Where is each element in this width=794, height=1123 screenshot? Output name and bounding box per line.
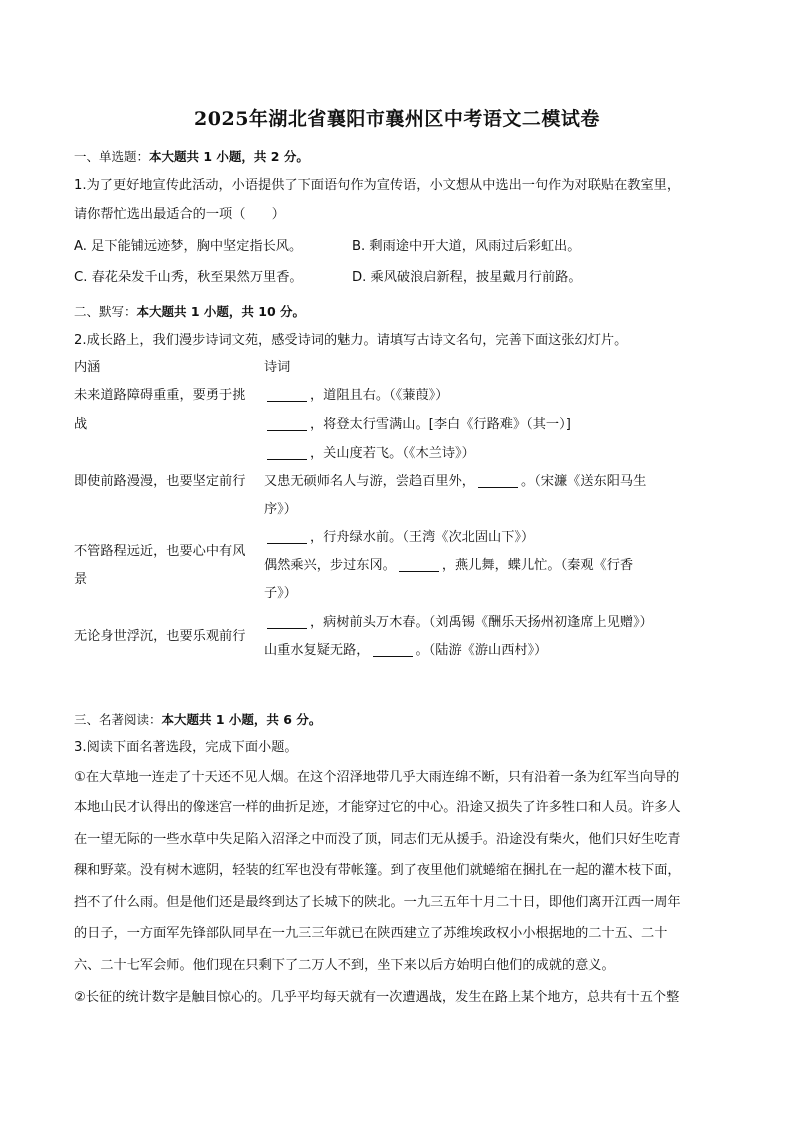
q1-choice-c[interactable]: C. 春花朵发千山秀，秋至果然万里香。	[74, 270, 303, 285]
q3-intro: 3.阅读下面名著选段，完成下面小题。	[74, 740, 298, 755]
section-desc: 本大题共 1 小题，共 2 分。	[149, 149, 309, 164]
passage-line: 挡不了什么雨。但是他们还是最终到达了长城下的陕北。一九三五年十月二十日，即他们离开江西一周年	[74, 895, 681, 910]
section-label: 二、默写：	[74, 304, 137, 319]
table-head-left: 内涵	[74, 360, 101, 375]
q2-intro: 2.成长路上，我们漫步诗词文苑，感受诗词的魅力。请填写古诗文名句，完善下面这张幻灯片。	[74, 333, 628, 348]
poem-text: ，将登太行雪满山。[李白《行路难》（其一）]	[310, 417, 571, 432]
q1-choice-a[interactable]: A. 足下能铺远迹梦，胸中坚定指长风。	[74, 239, 303, 254]
section-label: 三、名著阅读：	[74, 712, 162, 727]
fill-blank[interactable]	[399, 570, 439, 572]
poem-text: 山重水复疑无路，	[264, 643, 370, 658]
row3-meaning-b: 景	[74, 572, 88, 587]
section-desc: 本大题共 1 小题，共 10 分。	[136, 304, 306, 319]
passage-line: ②长征的统计数字是触目惊心的。几乎平均每天就有一次遭遇战，发生在路上某个地方，总共有十五个整	[74, 990, 680, 1005]
row3-line3: 子》）	[264, 586, 297, 601]
passage-line: 的日子，一方面军先锋部队同早在一九三三年就已在陕西建立了苏维埃政权小小根据地的二十五、二十	[74, 926, 668, 941]
section-label: 一、单选题：	[74, 149, 150, 164]
q1-stem-line2: 请你帮忙选出最适合的一项（ ）	[74, 207, 285, 222]
poem-text: ，燕儿舞，蝶儿忙。（秦观《行香	[441, 558, 634, 573]
poem-text: 。（宋濂《送东阳马生	[521, 474, 647, 489]
q1-choice-d[interactable]: D. 乘风破浪启新程，披星戴月行前路。	[352, 270, 582, 285]
section-header-3	[74, 710, 321, 728]
row3-meaning-a: 不管路程远近，也要心中有风	[74, 544, 246, 559]
fill-blank[interactable]	[267, 429, 307, 431]
passage-line: ①在大草地一连走了十天还不见人烟。在这个沼泽地带几乎大雨连绵不断，只有沿着一条为红军当向导的	[74, 770, 680, 785]
row4-line2	[264, 644, 547, 657]
table-head-right: 诗词	[264, 360, 291, 375]
row2-line3: 序》）	[264, 502, 297, 517]
poem-text: ，病树前头万木春。（刘禹锡《酬乐天扬州初逢席上见赠》）	[310, 615, 653, 630]
passage-line: 本地山民才认得出的像迷宫一样的曲折足迹，才能穿过它的中心。沿途又损失了许多牲口和人员。许多人	[74, 800, 681, 815]
fill-blank[interactable]	[478, 486, 518, 488]
fill-blank[interactable]	[267, 400, 307, 402]
row3-line1	[264, 531, 534, 544]
q1-stem-line1: 1.为了更好地宣传此活动，小语提供了下面语句作为宣传语，小文想从中选出一句作为对联贴在教室里，	[74, 178, 681, 193]
poem-text: ，道阻且右。（《蒹葭》）	[310, 388, 449, 403]
fill-blank[interactable]	[267, 542, 307, 544]
section-header-2	[74, 302, 305, 320]
row1-meaning-b: 战	[74, 417, 88, 432]
row4-line1	[264, 616, 653, 629]
row2-meaning: 即使前路漫漫，也要坚定前行	[74, 474, 246, 489]
fill-blank[interactable]	[267, 627, 307, 629]
section-desc: 本大题共 1 小题，共 6 分。	[161, 712, 322, 727]
poem-text: ，行舟绿水前。（王湾《次北固山下》）	[310, 530, 535, 545]
row4-meaning: 无论身世浮沉，也要乐观前行	[74, 629, 246, 644]
poem-text: 。（陆游《游山西村》）	[415, 643, 548, 658]
fill-blank[interactable]	[373, 655, 413, 657]
row1-meaning-a: 未来道路障碍重重，要勇于挑	[74, 388, 246, 403]
row3-line2	[264, 559, 633, 572]
fill-blank[interactable]	[267, 458, 307, 460]
q1-choice-b[interactable]: B. 剩雨途中开大道，风雨过后彩虹出。	[352, 239, 581, 254]
section-header-1	[74, 147, 309, 165]
poem-text: ，关山度若飞。（《木兰诗》）	[310, 446, 475, 461]
row2-line1	[264, 447, 475, 460]
passage-line: 六、二十七军会师。他们现在只剩下了二万人不到，坐下来以后方始明白他们的成就的意义。	[74, 958, 615, 973]
passage-line: 在一望无际的一些水草中失足陷入沼泽之中而没了顶，同志们无从援手。沿途没有柴火，他们只好生吃青	[74, 832, 681, 847]
row1-line1	[264, 389, 448, 402]
row1-line2	[264, 418, 571, 431]
passage-line: 稞和野菜。没有树木遮阴，轻装的红军也没有带帐篷。到了夜里他们就蜷缩在捆扎在一起的灌木枝下面，	[74, 863, 681, 878]
page-title: 2025年湖北省襄阳市襄州区中考语文二模试卷	[194, 108, 600, 130]
row2-line2	[264, 475, 646, 488]
poem-text: 又患无硕师名人与游，尝趋百里外，	[264, 474, 475, 489]
poem-text: 偶然乘兴，步过东冈。	[264, 558, 396, 573]
